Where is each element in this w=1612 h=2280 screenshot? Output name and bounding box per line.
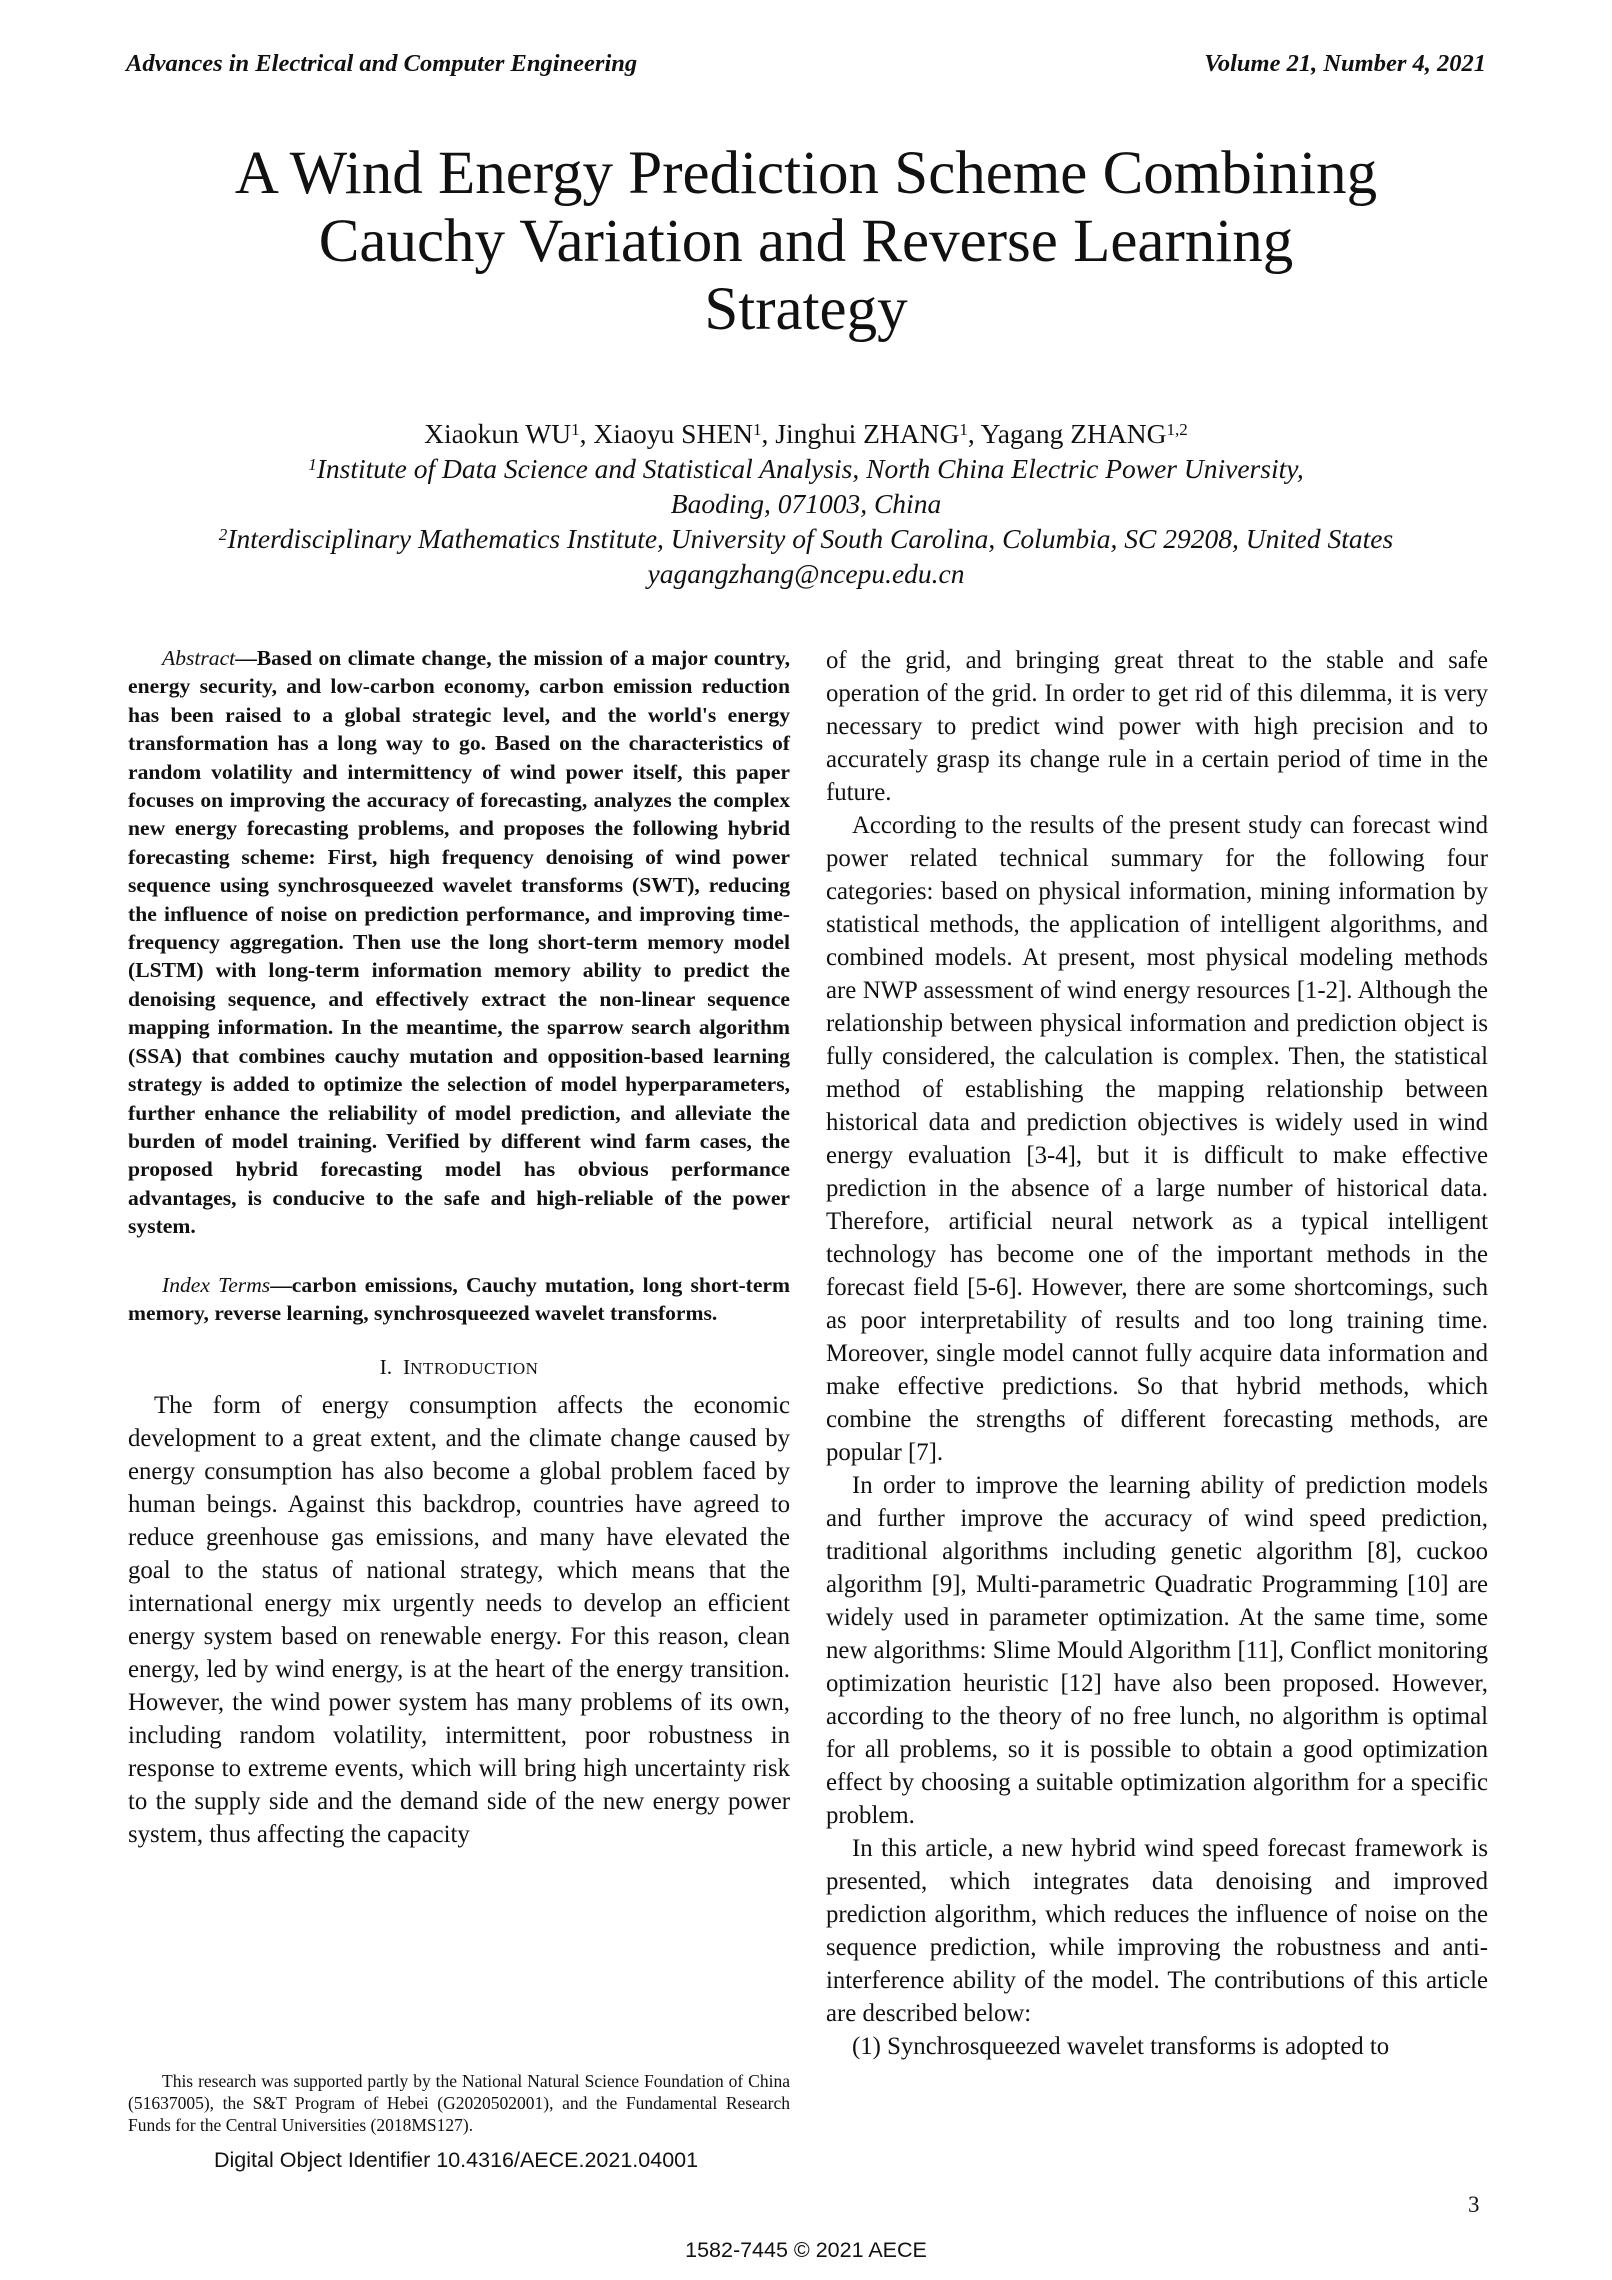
affiliation-mark: 1,2 [1166,420,1188,440]
title-line-1: A Wind Energy Prediction Scheme Combining [234,140,1378,207]
paragraph-1: The form of energy consumption affects the economic development to a great extent, and the climate change caused by energy consumption has also become a global problem faced by human beings. Against this backdrop, countries have agreed to reduce greenhouse gas emissions, and many have elevated the goal to the status of national strategy, which means that the international energy mix urgently needs to develop an efficient energy system based on renewable energy. For this reason, clean energy, led by wind energy, is at the heart of the energy transition. However, the wind power system has many problems of its own, including random volatility, intermittent, poor robustness in response to extreme events, which will bring high uncertainty risk to the supply side and the demand side of the new energy power system, thus affecting the capacity [128,1392,790,1849]
paragraph-3: In order to improve the learning ability of prediction models and further improve the accuracy of wind speed prediction, traditional algorithms including genetic algorithm [8], cuckoo algorithm [9], Multi-parametric Quadratic Programming [10] are widely used in parameter optimization. At the same time, some new algorithms: Slime Mould Algorithm [11], Conflict monitoring optimization heuristic [12] have also been proposed. However, according to the theory of no free lunch, no algorithm is optimal for all problems, so it is possible to obtain a good optimization effect by choosing a suitable optimization algorithm for a specific problem. [826,1472,1488,1829]
doi: Digital Object Identifier 10.4316/AECE.2021.04001 [214,2148,699,2172]
affiliation-2 [126,521,1486,556]
paragraph-2: According to the results of the present study can forecast wind power related technical summary for the following four categories: based on physical information, mining information by statistical methods, the application of intelligent algorithms, and combined models. At present, most physical modeling methods are NWP assessment of wind energy resources [1-2]. Although the relationship between physical information and prediction object is fully considered, the calculation is complex. Then, the statistical method of establishing the mapping relationship between historical data and prediction objectives is widely used in wind energy evaluation [3-4], but it is difficult to make effective prediction in the absence of a large number of historical data. Therefore, artificial neural network as a typical intelligent technology has become one of the important methods in the forecast field [5-6]. However, there are some shortcomings, such as poor interpretability of results and too long training time. Moreover, single model cannot fully acquire data information and make effective predictions. So that hybrid methods, which combine the strengths of different forecasting methods, are popular [7]. [826,812,1488,1466]
right-column [826,644,1488,2063]
index-terms [128,1271,790,1328]
affiliation-1-line-2: Baoding, 071003, China [670,488,942,519]
section-title-rest: NTRODUCTION [410,1359,539,1379]
paragraph-1-continued: of the grid, and bringing great threat to the stable and safe operation of the grid. In order to get rid of this dilemma, it is very necessary to predict wind power with high precision and to accurately grasp its change rule in a certain period of time in the future. [826,647,1488,806]
funding-footnote: This research was supported partly by the National Natural Science Foundation of China (51637005), the S&T Program of Hebei (G2020502001), and the Fundamental Research Funds for the Central Universities (2018MS127). [128,2070,790,2135]
section-first-letter: I [402,1355,411,1380]
index-terms-text: —carbon emissions, Cauchy mutation, long short-term memory, reverse learning, synchrosqueezed wavelet transforms. [128,1272,790,1325]
paragraph-4: In this article, a new hybrid wind speed forecast framework is presented, which integrates data denoising and improved prediction algorithm, which reduces the influence of noise on the sequence prediction, while improving the robustness and anti-interference ability of the model. The contributions of this article are described below: [826,1835,1488,2027]
affiliation-1 [126,451,1486,486]
affiliation-mark: 1 [753,420,762,440]
author-name: , Yagang ZHANG [967,418,1167,449]
journal-name: Advances in Electrical and Computer Engineering [126,50,638,77]
affiliation-mark: 2 [218,525,228,545]
affiliation-1-line-1: Institute of Data Science and Statistical Analysis, North China Electric Power University, [316,453,1304,484]
paper-title [126,140,1486,344]
section-heading-introduction [128,1353,790,1383]
affiliation-mark: 1 [959,420,968,440]
running-header [126,50,1486,84]
volume-info: Volume 21, Number 4, 2021 [1204,50,1486,77]
issn-copyright: 1582-7445 © 2021 AECE [685,2238,927,2262]
index-terms-label: Index Terms [162,1272,271,1297]
author-list [126,416,1486,451]
author-name: , Xiaoyu SHEN [579,418,753,449]
abstract-label: Abstract [162,646,236,670]
author-email: yagangzhang@ncepu.edu.cn [647,558,965,589]
affiliation-mark: 1 [308,455,317,475]
section-numeral: I. [379,1355,393,1380]
left-column [128,644,790,1851]
page-number: 3 [1468,2192,1480,2217]
author-name: , Jinghui ZHANG [761,418,960,449]
affiliation-mark: 1 [571,420,580,440]
affiliation-2-text: Interdisciplinary Mathematics Institute, University of South Carolina, Columbia, SC 29208, United States [227,523,1394,554]
abstract-text: —Based on climate change, the mission of a major country, energy security, and low-carbon economy, carbon emission reduction has been raised to a global strategic level, and the world's energy transformation has a long way to go. Based on the characteristics of random volatility and intermittency of wind power itself, this paper focuses on improving the accuracy of forecasting, analyzes the complex new energy forecasting problems, and proposes the following hybrid forecasting scheme: First, high frequency denoising of wind power sequence using synchrosqueezed wavelet transforms (SWT), reducing the influence of noise on prediction performance, and improving time-frequency aggregation. Then use the long short-term memory model (LSTM) with long-term information memory ability to predict the denoising sequence, and effectively extract the non-linear sequence mapping information. In the meantime, the sparrow search algorithm (SSA) that combines cauchy mutation and opposition-based learning strategy is added to optimize the selection of model hyperparameters, further enhance the reliability of model prediction, and alleviate the burden of model training. Verified by different wind farm cases, the proposed hybrid forecasting model has obvious performance advantages, is conducive to the safe and high-reliable of the power system. [128,646,790,1239]
abstract [128,644,790,1241]
title-line-2: Cauchy Variation and Reverse Learning [318,208,1294,275]
author-name: Xiaokun WU [424,418,572,449]
author-block [126,416,1486,591]
paragraph-5: (1) Synchrosqueezed wavelet transforms is adopted to [852,2033,1390,2060]
title-line-3: Strategy [704,276,908,343]
